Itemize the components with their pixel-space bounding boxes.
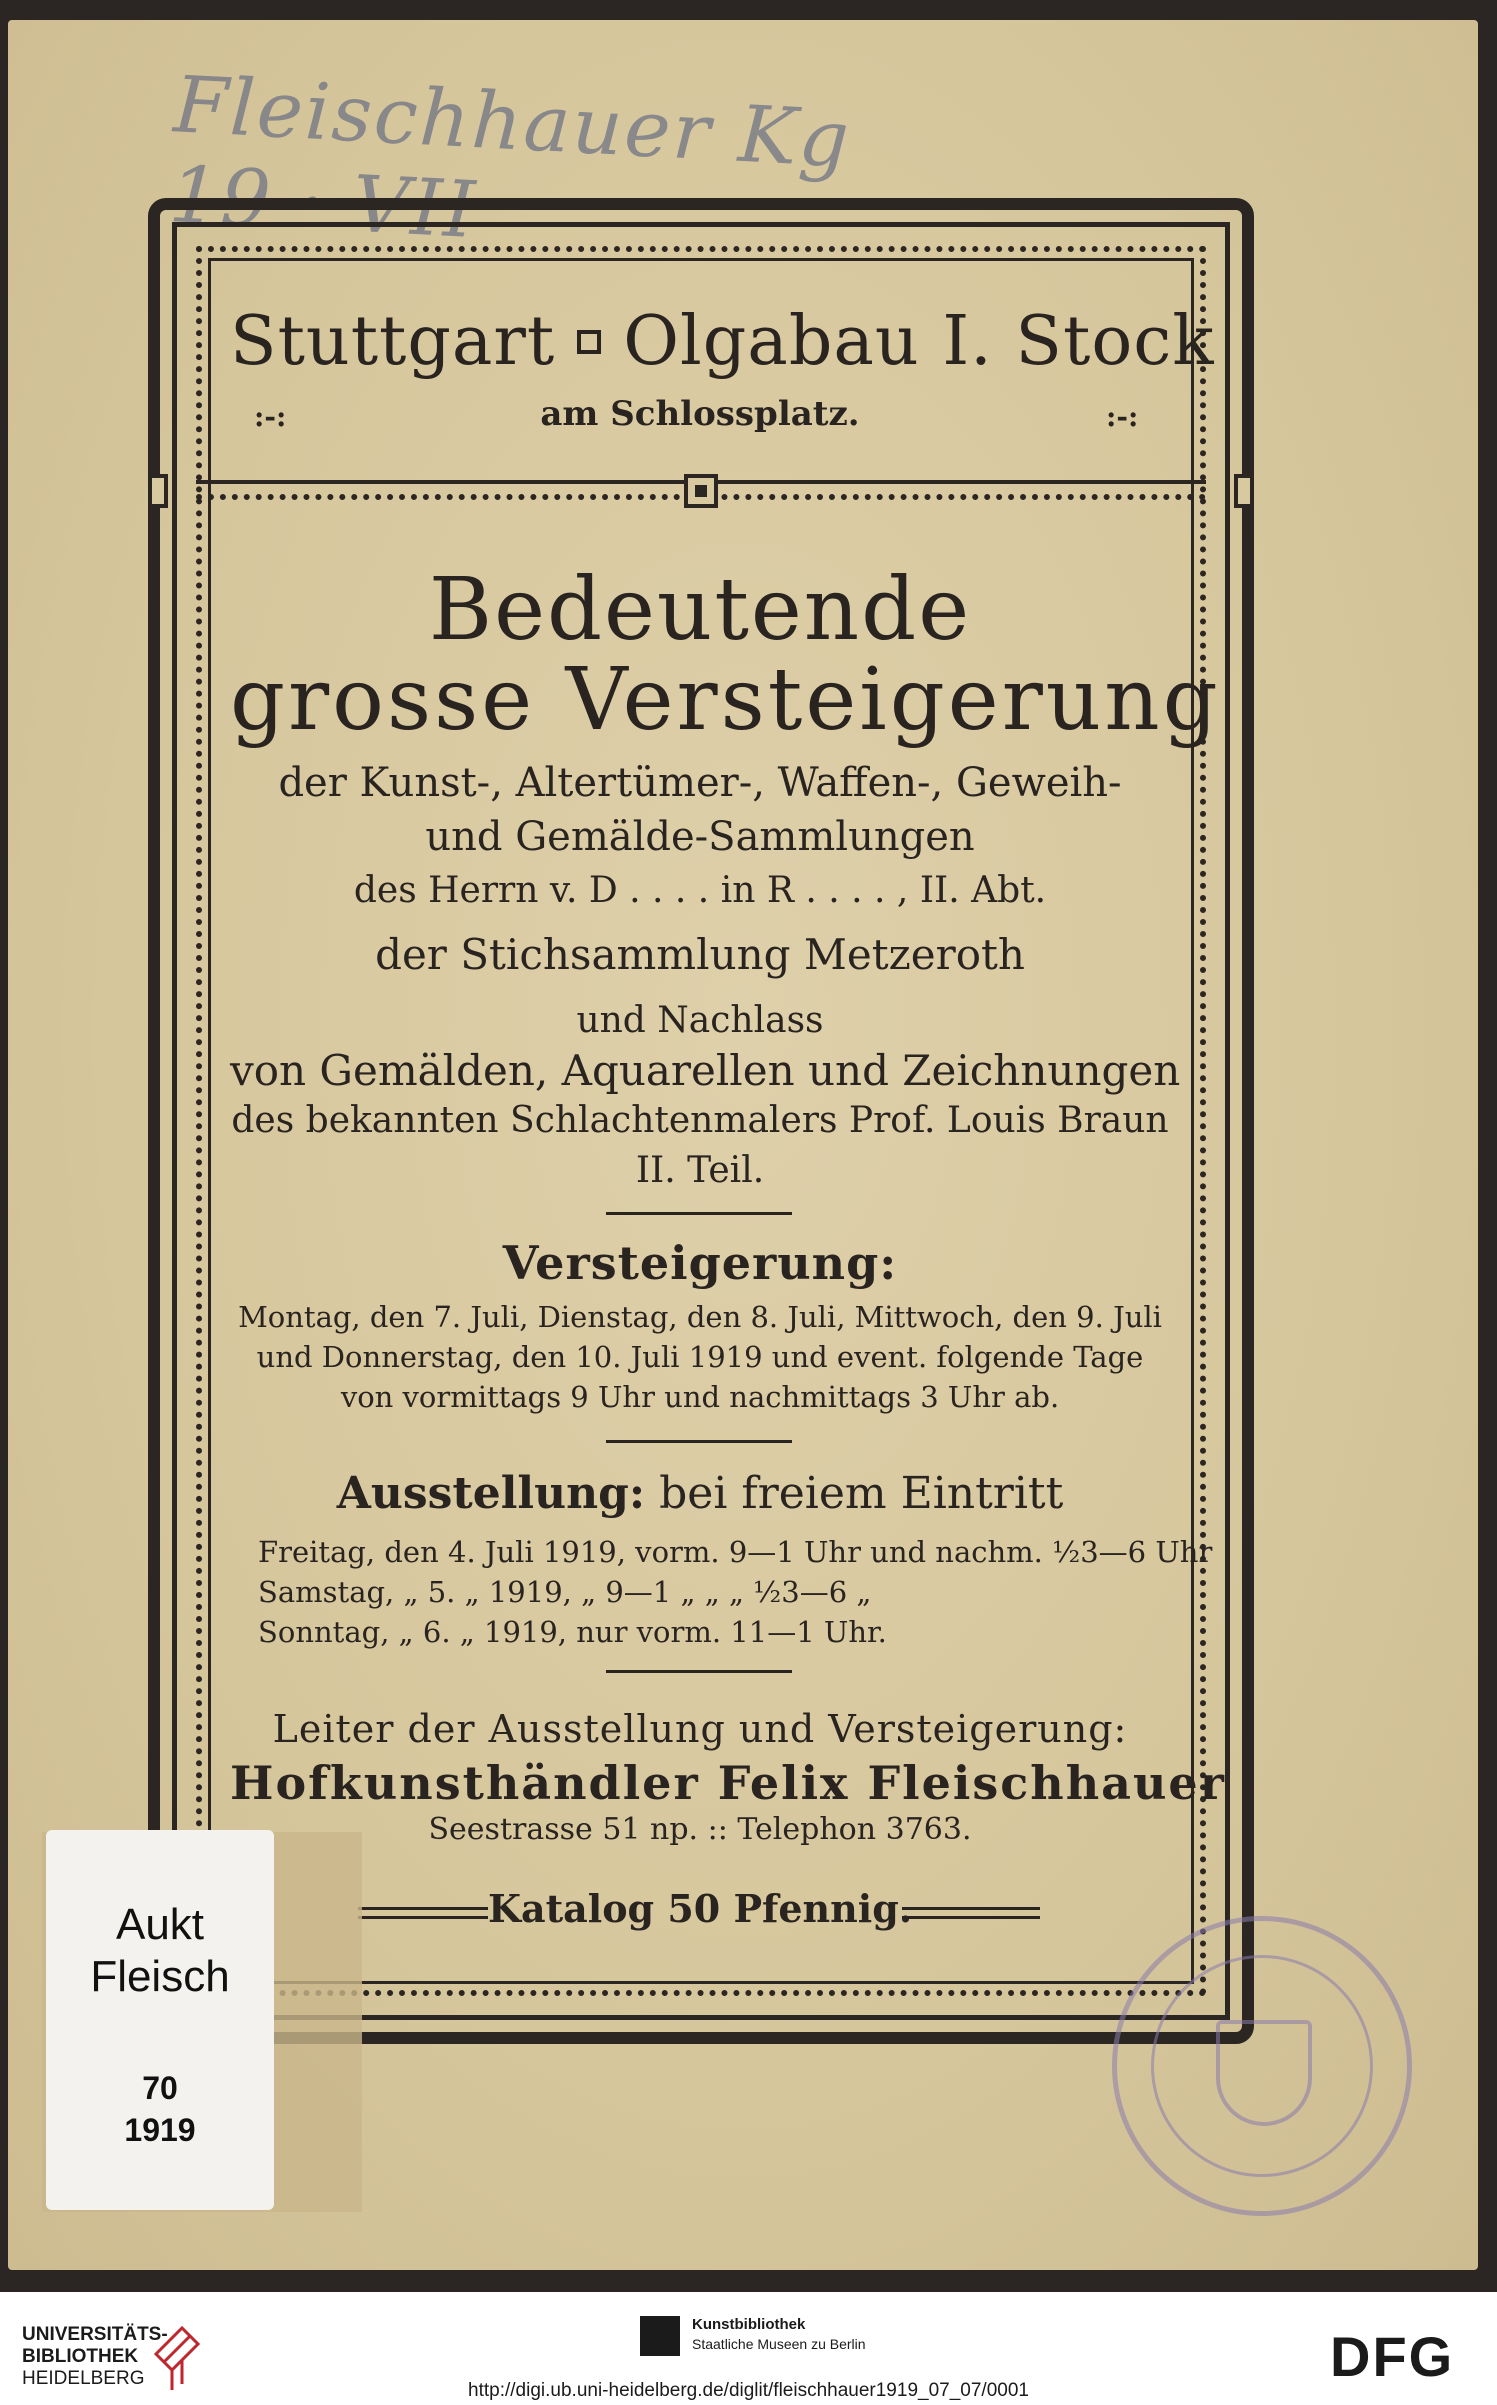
auction-date-line: von vormittags 9 Uhr und nachmittags 3 Uhr ab. bbox=[340, 1380, 1060, 1414]
university-logo-text: UNIVERSITÄTS- bbox=[22, 2324, 168, 2345]
kunstbibliothek-logo-icon[interactable] bbox=[640, 2316, 680, 2356]
kunstbibliothek-subtitle: Staatliche Museen zu Berlin bbox=[692, 2336, 866, 2352]
exhibition-heading bbox=[230, 1468, 1170, 1519]
permalink-url[interactable]: http://digi.ub.uni-heidelberg.de/diglit/fleischhauer1919_07_07/0001 bbox=[468, 2380, 1029, 2401]
catalog-rule-right bbox=[902, 1907, 1040, 1919]
kunstbibliothek-name: Kunstbibliothek bbox=[692, 2316, 806, 2333]
auction-date-line: und Donnerstag, den 10. Juli 1919 und event. folgende Tage bbox=[256, 1340, 1144, 1374]
venue-heading bbox=[230, 302, 1215, 381]
description-line: des Herrn v. D . . . . in R . . . . , II. Abt. bbox=[353, 870, 1047, 911]
description-line: und Gemälde-Sammlungen bbox=[425, 814, 975, 860]
venue-name: Olgabau I. Stock bbox=[623, 302, 1215, 381]
section-divider bbox=[606, 1440, 792, 1443]
description-line: der Stichsammlung Metzeroth bbox=[375, 930, 1025, 979]
exhibition-date-line: Samstag, „ 5. „ 1919, „ 9—1 „ „ „ ½3—6 „ bbox=[258, 1575, 872, 1609]
description-line: II. Teil. bbox=[635, 1150, 765, 1191]
frame-notch-right bbox=[1234, 474, 1254, 508]
exhibition-heading-rest: bei freiem Eintritt bbox=[659, 1468, 1064, 1519]
section-divider bbox=[606, 1670, 792, 1673]
stamp-inner-ring bbox=[1151, 1955, 1373, 2177]
viewer-footer bbox=[0, 2292, 1497, 2405]
shelf-label-line: Aukt bbox=[115, 1900, 205, 1949]
ornament-right: :-: bbox=[1106, 400, 1139, 433]
ornament-left: :-: bbox=[254, 400, 287, 433]
divider-ornament-icon bbox=[684, 474, 718, 508]
auction-date-line: Montag, den 7. Juli, Dienstag, den 8. Juli, Mittwoch, den 9. Juli bbox=[238, 1300, 1162, 1334]
shelf-label-line: Fleisch bbox=[90, 1952, 230, 2001]
organizer-name: Hofkunsthändler Felix Fleischhauer bbox=[230, 1756, 1226, 1810]
library-stamp bbox=[1112, 1916, 1412, 2216]
venue-subheading: am Schlossplatz. bbox=[540, 394, 860, 434]
auction-heading: Versteigerung: bbox=[502, 1236, 898, 1290]
dfg-logo[interactable]: DFG bbox=[1330, 2325, 1455, 2388]
square-bullet-icon bbox=[577, 330, 601, 354]
main-title-line-1: Bedeutende bbox=[428, 560, 972, 660]
exhibition-date-line: Freitag, den 4. Juli 1919, vorm. 9—1 Uhr und nachm. ½3—6 Uhr bbox=[258, 1535, 1213, 1569]
university-logo-text: BIBLIOTHEK bbox=[22, 2346, 139, 2367]
exhibition-date-line: Sonntag, „ 6. „ 1919, nur vorm. 11—1 Uhr. bbox=[258, 1615, 887, 1649]
university-logo-text: HEIDELBERG bbox=[22, 2368, 145, 2389]
shelf-label-number: 70 bbox=[142, 2070, 178, 2106]
frame-notch-left bbox=[148, 474, 168, 508]
description-line: der Kunst-, Altertümer-, Waffen-, Geweih- bbox=[278, 760, 1122, 806]
description-line: von Gemälden, Aquarellen und Zeichnungen bbox=[230, 1046, 1181, 1095]
main-title-line-2: grosse Versteigerung bbox=[230, 650, 1221, 750]
description-line: und Nachlass bbox=[576, 1000, 824, 1041]
section-divider bbox=[606, 1212, 792, 1215]
exhibition-heading-bold: Ausstellung: bbox=[336, 1468, 646, 1519]
library-shelf-label bbox=[46, 1830, 274, 2210]
organizer-address: Seestrasse 51 np. :: Telephon 3763. bbox=[428, 1812, 972, 1847]
organizer-label: Leiter der Ausstellung und Versteigerung: bbox=[272, 1707, 1128, 1751]
handwritten-shelfmark: Fleischhauer Kg 19 · VII bbox=[166, 60, 854, 257]
city-name: Stuttgart bbox=[230, 302, 556, 381]
catalog-price: Katalog 50 Pfennig. bbox=[487, 1886, 913, 1931]
coat-of-arms-icon bbox=[1216, 2020, 1312, 2126]
shelf-label-year: 1919 bbox=[124, 2112, 196, 2148]
description-line: des bekannten Schlachtenmalers Prof. Louis Braun bbox=[231, 1100, 1169, 1141]
